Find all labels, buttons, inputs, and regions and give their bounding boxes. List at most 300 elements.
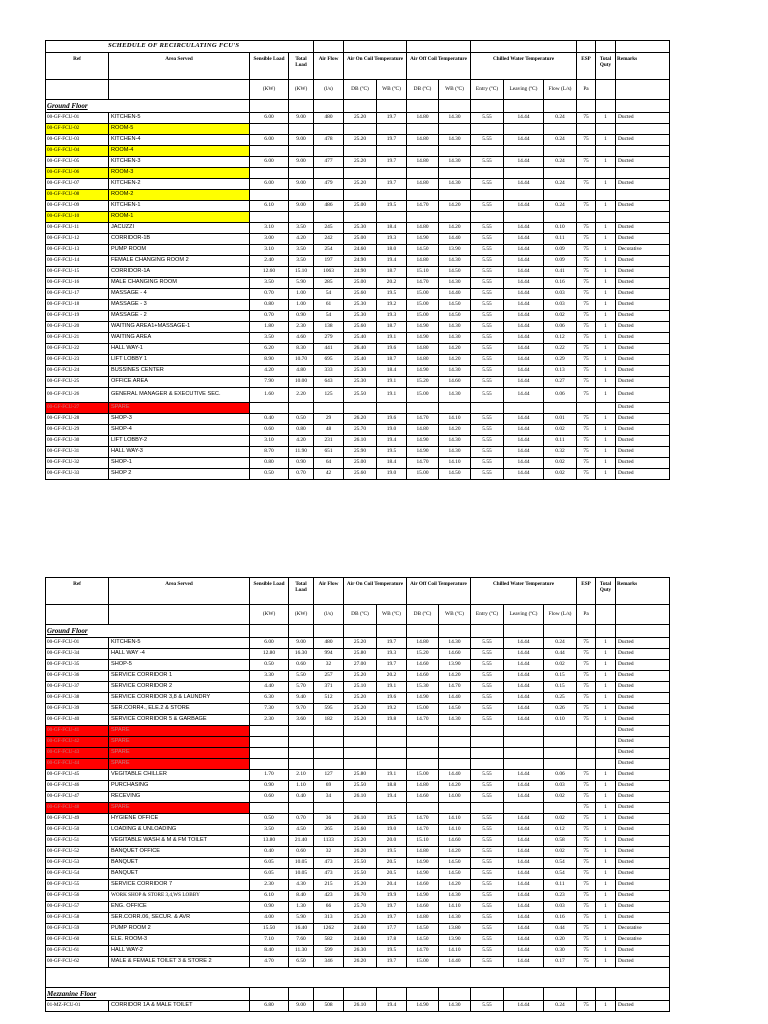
value-cell: 14.40 bbox=[439, 770, 471, 781]
value-cell: 1 bbox=[596, 869, 616, 880]
value-cell: 5.55 bbox=[471, 388, 504, 403]
remarks-cell: Ducted bbox=[616, 311, 670, 322]
fcu-ref-cell: 00-GF-FCU-34 bbox=[46, 649, 109, 660]
value-cell bbox=[439, 124, 471, 135]
value-cell: 14.44 bbox=[504, 311, 544, 322]
table-row bbox=[46, 179, 670, 190]
value-cell: 25.00 bbox=[344, 278, 377, 289]
table-row bbox=[46, 693, 670, 704]
value-cell: 75 bbox=[577, 715, 596, 726]
value-cell: 14.44 bbox=[504, 638, 544, 649]
table-row bbox=[46, 781, 670, 792]
value-cell bbox=[289, 212, 314, 223]
value-cell: 15.00 bbox=[407, 311, 439, 322]
value-cell: 0.50 bbox=[289, 414, 314, 425]
unit-cell: (KW) bbox=[250, 605, 289, 625]
value-cell: 14.44 bbox=[504, 880, 544, 891]
area-served-cell: OFFICE AREA bbox=[109, 377, 250, 388]
value-cell: 5.55 bbox=[471, 836, 504, 847]
value-cell: 1 bbox=[596, 300, 616, 311]
table-row bbox=[46, 836, 670, 847]
fcu-ref-cell: 00-GF-FCU-31 bbox=[46, 447, 109, 458]
value-cell: 14.60 bbox=[407, 902, 439, 913]
value-cell: 1 bbox=[596, 223, 616, 234]
value-cell: 19.8 bbox=[377, 715, 407, 726]
value-cell: 19.6 bbox=[377, 414, 407, 425]
table-row bbox=[46, 311, 670, 322]
value-cell bbox=[577, 190, 596, 201]
value-cell bbox=[377, 146, 407, 157]
value-cell: 14.20 bbox=[439, 781, 471, 792]
header-total: Total Load bbox=[289, 578, 314, 605]
value-cell: 0.40 bbox=[250, 414, 289, 425]
value-cell: 1 bbox=[596, 245, 616, 256]
fcu-ref-cell: 00-GF-FCU-30 bbox=[46, 436, 109, 447]
value-cell: 75 bbox=[577, 682, 596, 693]
fcu-ref-cell: 00-GF-FCU-36 bbox=[46, 671, 109, 682]
value-cell: 3.50 bbox=[250, 278, 289, 289]
unit-cell: (l/s) bbox=[314, 605, 344, 625]
value-cell bbox=[344, 124, 377, 135]
value-cell bbox=[439, 737, 471, 748]
unit-cell: Pa bbox=[577, 605, 596, 625]
area-served-cell: SPARE bbox=[109, 403, 250, 414]
section-ground-floor: Ground Floor bbox=[46, 625, 250, 638]
fcu-ref-cell: 00-GF-FCU-05 bbox=[46, 157, 109, 168]
area-served-cell: VEGITABLE CHILLER bbox=[109, 770, 250, 781]
value-cell: 1 bbox=[596, 436, 616, 447]
fcu-ref-cell: 00-GF-FCU-17 bbox=[46, 289, 109, 300]
table-row bbox=[46, 278, 670, 289]
value-cell bbox=[577, 212, 596, 223]
value-cell bbox=[407, 212, 439, 223]
area-served-cell: WAITING AREA1+MASSAGE-1 bbox=[109, 322, 250, 333]
table-row bbox=[46, 924, 670, 935]
remarks-cell: Ducted bbox=[616, 157, 670, 168]
value-cell: 25.20 bbox=[344, 179, 377, 190]
value-cell: 26.10 bbox=[344, 814, 377, 825]
value-cell: 26.10 bbox=[344, 436, 377, 447]
value-cell: 0.50 bbox=[250, 814, 289, 825]
remarks-cell: Ducted bbox=[616, 880, 670, 891]
value-cell: 15.10 bbox=[407, 836, 439, 847]
area-served-cell: PUMP ROOM bbox=[109, 245, 250, 256]
value-cell bbox=[289, 803, 314, 814]
fcu-ref-cell: 00-GF-FCU-02 bbox=[46, 124, 109, 135]
table-row bbox=[46, 267, 670, 278]
value-cell: 26.30 bbox=[344, 946, 377, 957]
header-chw: Chilled Water Temperature bbox=[471, 53, 577, 80]
area-served-cell: MALE & FEMALE TOILET 3 & STORE 2 bbox=[109, 957, 250, 968]
header-total: Total Load bbox=[289, 53, 314, 80]
table-row bbox=[46, 891, 670, 902]
header-ref: Ref bbox=[46, 53, 109, 80]
value-cell: 14.80 bbox=[407, 425, 439, 436]
value-cell: 75 bbox=[577, 836, 596, 847]
value-cell: 4.30 bbox=[289, 880, 314, 891]
remarks-cell: Ducted bbox=[616, 267, 670, 278]
value-cell: 5.55 bbox=[471, 847, 504, 858]
area-served-cell: SHOP-4 bbox=[109, 425, 250, 436]
value-cell: 441 bbox=[314, 344, 344, 355]
value-cell bbox=[596, 190, 616, 201]
value-cell: 26.10 bbox=[344, 1001, 377, 1012]
value-cell: 9.00 bbox=[289, 135, 314, 146]
value-cell: 14.44 bbox=[504, 924, 544, 935]
value-cell bbox=[471, 737, 504, 748]
value-cell: 1063 bbox=[314, 267, 344, 278]
value-cell bbox=[407, 748, 439, 759]
value-cell: 4.70 bbox=[250, 957, 289, 968]
section-ground-floor: Ground Floor bbox=[46, 100, 250, 113]
value-cell: 4.50 bbox=[289, 825, 314, 836]
value-cell bbox=[544, 168, 577, 179]
area-served-cell: MASSAGE - 2 bbox=[109, 311, 250, 322]
value-cell: 14.44 bbox=[504, 300, 544, 311]
value-cell: 14.44 bbox=[504, 957, 544, 968]
table-row bbox=[46, 135, 670, 146]
value-cell: 25.30 bbox=[344, 223, 377, 234]
value-cell: 25.20 bbox=[344, 638, 377, 649]
value-cell bbox=[250, 168, 289, 179]
area-served-cell: KITCHEN-1 bbox=[109, 201, 250, 212]
remarks-cell: Ducted bbox=[616, 682, 670, 693]
fcu-ref-cell: 00-GF-FCU-52 bbox=[46, 847, 109, 858]
value-cell: 25.20 bbox=[344, 113, 377, 124]
value-cell: 127 bbox=[314, 770, 344, 781]
value-cell bbox=[344, 403, 377, 414]
value-cell: 0.11 bbox=[544, 436, 577, 447]
value-cell: 0.06 bbox=[544, 388, 577, 403]
value-cell bbox=[439, 168, 471, 179]
remarks-cell: Ducted bbox=[616, 300, 670, 311]
table-row bbox=[46, 704, 670, 715]
value-cell: 371 bbox=[314, 682, 344, 693]
value-cell: 5.55 bbox=[471, 913, 504, 924]
value-cell: 25.60 bbox=[344, 469, 377, 480]
value-cell: 0.40 bbox=[289, 792, 314, 803]
fcu-ref-cell: 00-GF-FCU-60 bbox=[46, 935, 109, 946]
value-cell bbox=[407, 190, 439, 201]
value-cell bbox=[471, 803, 504, 814]
value-cell: 14.44 bbox=[504, 902, 544, 913]
value-cell: 75 bbox=[577, 179, 596, 190]
value-cell: 0.15 bbox=[544, 682, 577, 693]
table-row bbox=[46, 858, 670, 869]
value-cell: 11.30 bbox=[289, 946, 314, 957]
value-cell bbox=[250, 146, 289, 157]
value-cell: 14.44 bbox=[504, 913, 544, 924]
value-cell: 1 bbox=[596, 311, 616, 322]
value-cell: 14.44 bbox=[504, 135, 544, 146]
value-cell: 1 bbox=[596, 267, 616, 278]
fcu-ref-cell: 00-GF-FCU-59 bbox=[46, 924, 109, 935]
header-ref: Ref bbox=[46, 578, 109, 605]
value-cell: 17.8 bbox=[377, 935, 407, 946]
fcu-ref-cell: 00-GF-FCU-01 bbox=[46, 113, 109, 124]
value-cell bbox=[504, 759, 544, 770]
area-served-cell: BANQUET bbox=[109, 858, 250, 869]
value-cell: 1 bbox=[596, 781, 616, 792]
value-cell: 0.25 bbox=[544, 693, 577, 704]
table-row bbox=[46, 447, 670, 458]
table-row bbox=[46, 234, 670, 245]
value-cell: 14.44 bbox=[504, 322, 544, 333]
value-cell: 6.00 bbox=[250, 135, 289, 146]
value-cell: 479 bbox=[314, 179, 344, 190]
value-cell: 5.55 bbox=[471, 311, 504, 322]
fcu-ref-cell: 00-GF-FCU-38 bbox=[46, 693, 109, 704]
value-cell: 333 bbox=[314, 366, 344, 377]
fcu-ref-cell: 01-MZ-FCU-01 bbox=[46, 1001, 109, 1012]
value-cell: 0.22 bbox=[544, 344, 577, 355]
value-cell: 25.60 bbox=[344, 825, 377, 836]
value-cell: 0.13 bbox=[544, 366, 577, 377]
value-cell: 0.23 bbox=[544, 891, 577, 902]
value-cell bbox=[504, 737, 544, 748]
area-served-cell: BANQUET OFFICE bbox=[109, 847, 250, 858]
fcu-ref-cell: 00-GF-FCU-42 bbox=[46, 737, 109, 748]
value-cell bbox=[250, 212, 289, 223]
remarks-cell: Ducted bbox=[616, 792, 670, 803]
value-cell: 5.55 bbox=[471, 256, 504, 267]
fcu-ref-cell: 00-GF-FCU-29 bbox=[46, 425, 109, 436]
value-cell: 19.3 bbox=[377, 234, 407, 245]
value-cell: 9.00 bbox=[289, 638, 314, 649]
remarks-cell: Ducted bbox=[616, 447, 670, 458]
area-served-cell: SER.CORR.06, SECUR. & AVR bbox=[109, 913, 250, 924]
value-cell: 75 bbox=[577, 946, 596, 957]
remarks-cell: Ducted bbox=[616, 748, 670, 759]
value-cell: 0.20 bbox=[544, 935, 577, 946]
table-row bbox=[46, 814, 670, 825]
value-cell: 14.90 bbox=[407, 322, 439, 333]
value-cell: 25.60 bbox=[344, 322, 377, 333]
value-cell: 25.70 bbox=[344, 902, 377, 913]
value-cell: 1 bbox=[596, 825, 616, 836]
value-cell: 0.02 bbox=[544, 311, 577, 322]
remarks-cell bbox=[616, 190, 670, 201]
value-cell: 25.50 bbox=[344, 781, 377, 792]
value-cell: 14.60 bbox=[407, 880, 439, 891]
value-cell: 1 bbox=[596, 814, 616, 825]
table-row bbox=[46, 1001, 670, 1012]
value-cell: 14.50 bbox=[439, 267, 471, 278]
value-cell: 7.60 bbox=[289, 935, 314, 946]
remarks-cell: Ducted bbox=[616, 436, 670, 447]
value-cell: 14.44 bbox=[504, 245, 544, 256]
value-cell: 6.20 bbox=[250, 344, 289, 355]
value-cell bbox=[439, 146, 471, 157]
value-cell: 0.54 bbox=[544, 869, 577, 880]
value-cell: 75 bbox=[577, 957, 596, 968]
value-cell: 4.20 bbox=[289, 436, 314, 447]
table-row bbox=[46, 880, 670, 891]
value-cell bbox=[596, 737, 616, 748]
value-cell bbox=[407, 803, 439, 814]
area-served-cell: FEMALE CHANGING ROOM 2 bbox=[109, 256, 250, 267]
value-cell: 75 bbox=[577, 223, 596, 234]
remarks-cell: Ducted bbox=[616, 201, 670, 212]
value-cell: 26.70 bbox=[344, 891, 377, 902]
value-cell: 7.10 bbox=[250, 935, 289, 946]
value-cell: 20.0 bbox=[377, 836, 407, 847]
value-cell bbox=[250, 190, 289, 201]
value-cell: 1 bbox=[596, 179, 616, 190]
value-cell: 25.50 bbox=[344, 869, 377, 880]
value-cell: 1 bbox=[596, 447, 616, 458]
header-air-on: Air On Coil Temperature bbox=[344, 578, 407, 605]
value-cell bbox=[504, 803, 544, 814]
value-cell: 0.26 bbox=[544, 704, 577, 715]
value-cell bbox=[314, 759, 344, 770]
value-cell: 5.50 bbox=[289, 671, 314, 682]
value-cell: 14.40 bbox=[439, 693, 471, 704]
area-served-cell: ELE. ROOM-3 bbox=[109, 935, 250, 946]
value-cell: 1 bbox=[596, 355, 616, 366]
value-cell: 75 bbox=[577, 458, 596, 469]
value-cell: 14.20 bbox=[439, 344, 471, 355]
value-cell bbox=[289, 759, 314, 770]
value-cell: 0.27 bbox=[544, 377, 577, 388]
value-cell: 5.55 bbox=[471, 638, 504, 649]
value-cell: 5.55 bbox=[471, 715, 504, 726]
value-cell: 75 bbox=[577, 891, 596, 902]
value-cell: 5.55 bbox=[471, 289, 504, 300]
area-served-cell: KITCHEN-2 bbox=[109, 179, 250, 190]
header-sensible: Sensible Load bbox=[250, 53, 289, 80]
table-row bbox=[46, 168, 670, 179]
value-cell bbox=[577, 124, 596, 135]
value-cell: 14.10 bbox=[439, 946, 471, 957]
value-cell: 14.30 bbox=[439, 366, 471, 377]
value-cell: 26.10 bbox=[344, 792, 377, 803]
value-cell: 14.60 bbox=[439, 836, 471, 847]
value-cell: 14.44 bbox=[504, 289, 544, 300]
value-cell: 480 bbox=[314, 113, 344, 124]
unit-cell: Leaving (ºC) bbox=[504, 605, 544, 625]
value-cell: 14.30 bbox=[439, 278, 471, 289]
value-cell: 18.0 bbox=[377, 245, 407, 256]
value-cell: 14.44 bbox=[504, 935, 544, 946]
value-cell: 75 bbox=[577, 1001, 596, 1012]
header-qty: Total Quty bbox=[596, 578, 616, 605]
value-cell: 14.30 bbox=[439, 638, 471, 649]
value-cell bbox=[544, 212, 577, 223]
value-cell: 2.10 bbox=[289, 770, 314, 781]
value-cell: 18.4 bbox=[377, 223, 407, 234]
value-cell: 75 bbox=[577, 880, 596, 891]
table-row bbox=[46, 869, 670, 880]
value-cell: 14.50 bbox=[439, 869, 471, 880]
value-cell: 1 bbox=[596, 425, 616, 436]
value-cell: 1 bbox=[596, 715, 616, 726]
remarks-cell: Ducted bbox=[616, 458, 670, 469]
value-cell bbox=[377, 726, 407, 737]
value-cell bbox=[289, 190, 314, 201]
value-cell bbox=[577, 146, 596, 157]
value-cell: 26.20 bbox=[344, 414, 377, 425]
value-cell: 25.40 bbox=[344, 333, 377, 344]
value-cell: 0.30 bbox=[544, 946, 577, 957]
value-cell: 9.00 bbox=[289, 179, 314, 190]
value-cell bbox=[544, 124, 577, 135]
value-cell: 19.4 bbox=[377, 256, 407, 267]
value-cell: 5.55 bbox=[471, 234, 504, 245]
value-cell: 75 bbox=[577, 377, 596, 388]
value-cell: 1 bbox=[596, 660, 616, 671]
value-cell: 19.5 bbox=[377, 447, 407, 458]
value-cell bbox=[314, 190, 344, 201]
value-cell: 0.41 bbox=[544, 267, 577, 278]
value-cell: 14.44 bbox=[504, 1001, 544, 1012]
value-cell: 14.44 bbox=[504, 715, 544, 726]
value-cell: 0.40 bbox=[250, 847, 289, 858]
value-cell: 66 bbox=[314, 902, 344, 913]
value-cell: 6.50 bbox=[289, 957, 314, 968]
value-cell: 2.20 bbox=[289, 388, 314, 403]
value-cell bbox=[471, 403, 504, 414]
value-cell: 477 bbox=[314, 157, 344, 168]
value-cell: 26.20 bbox=[344, 957, 377, 968]
value-cell: 18.4 bbox=[377, 458, 407, 469]
area-served-cell: HALL WAY -4 bbox=[109, 649, 250, 660]
remarks-cell: Ducted bbox=[616, 869, 670, 880]
fcu-ref-cell: 00-GF-FCU-12 bbox=[46, 234, 109, 245]
fcu-ref-cell: 00-GF-FCU-23 bbox=[46, 355, 109, 366]
area-served-cell: BANQUET bbox=[109, 869, 250, 880]
value-cell: 1 bbox=[596, 458, 616, 469]
remarks-cell: Ducted bbox=[616, 344, 670, 355]
value-cell: 0.02 bbox=[544, 847, 577, 858]
value-cell: 14.80 bbox=[407, 113, 439, 124]
value-cell: 14.44 bbox=[504, 234, 544, 245]
value-cell bbox=[596, 403, 616, 414]
value-cell: 14.30 bbox=[439, 322, 471, 333]
remarks-cell: Ducted bbox=[616, 858, 670, 869]
value-cell: 14.44 bbox=[504, 333, 544, 344]
value-cell: 14.60 bbox=[439, 377, 471, 388]
remarks-cell: Ducted bbox=[616, 715, 670, 726]
value-cell: 14.44 bbox=[504, 869, 544, 880]
value-cell bbox=[250, 748, 289, 759]
value-cell: 75 bbox=[577, 322, 596, 333]
value-cell: 1 bbox=[596, 704, 616, 715]
header-remarks: Remarks bbox=[616, 578, 670, 605]
value-cell: 19.7 bbox=[377, 957, 407, 968]
value-cell: 5.55 bbox=[471, 957, 504, 968]
value-cell: 5.55 bbox=[471, 781, 504, 792]
value-cell: 1.60 bbox=[250, 388, 289, 403]
value-cell: 1 bbox=[596, 414, 616, 425]
area-served-cell: SPARE bbox=[109, 748, 250, 759]
unit-cell: WB (ºC) bbox=[377, 605, 407, 625]
value-cell: 20.5 bbox=[377, 869, 407, 880]
value-cell: 14.44 bbox=[504, 682, 544, 693]
schedule-title: SCHEDULE OF RECIRCULATING FCU'S bbox=[46, 41, 314, 53]
fcu-ref-cell: 00-GF-FCU-03 bbox=[46, 135, 109, 146]
value-cell: 0.10 bbox=[544, 715, 577, 726]
remarks-cell: Decorative bbox=[616, 245, 670, 256]
table-row bbox=[46, 322, 670, 333]
table-row bbox=[46, 825, 670, 836]
value-cell: 14.44 bbox=[504, 157, 544, 168]
area-served-cell: ENG. OFFICE bbox=[109, 902, 250, 913]
value-cell: 25.20 bbox=[344, 693, 377, 704]
value-cell: 6.30 bbox=[250, 693, 289, 704]
value-cell: 27.00 bbox=[344, 660, 377, 671]
value-cell bbox=[439, 403, 471, 414]
